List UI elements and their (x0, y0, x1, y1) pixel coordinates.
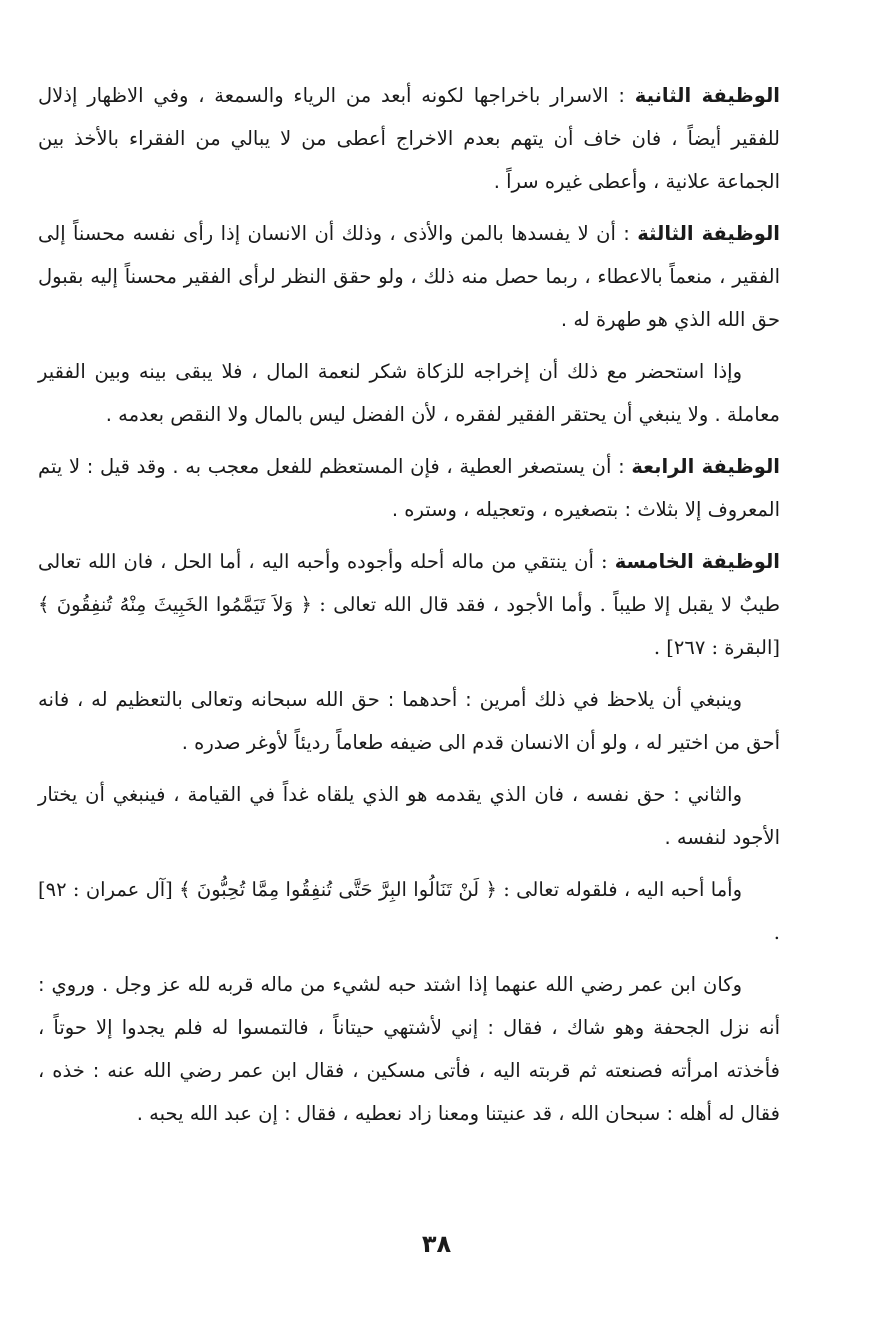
paragraph-heading: الوظيفة الخامسة (614, 550, 780, 573)
page-number: ٣٨ (421, 1230, 452, 1258)
paragraph-fourth-duty (38, 445, 780, 531)
paragraph-text: وينبغي أن يلاحظ في ذلك أمرين : أحدهما : حق الله سبحانه وتعالى بالتعظيم له ، فانه أحق من اختير له ، ولو أن الانسان قدم الى ضيفه طعاماً رديئاً لأوغر صدره . (38, 688, 780, 754)
paragraph-text: : أن يستصغر العطية ، فإن المستعظم للفعل معجب به . وقد قيل : لا يتم المعروف إلا بثلاث : بتصغيره ، وتعجيله ، وستره . (38, 455, 780, 521)
paragraph-text: : الاسرار باخراجها لكونه أبعد من الرياء والسمعة ، وفي الاظهار إذلال للفقير أيضاً ، فان خاف أن يتهم بعدم الاخراج أعطى من لا يبالي من الفقراء بالأخذ بين الجماعة علانية ، وأعطى غيره سراً . (38, 84, 780, 193)
paragraph-text: وإذا استحضر مع ذلك أن إخراجه للزكاة شكر لنعمة المال ، فلا يبقى بينه وبين الفقير معاملة . ولا ينبغي أن يحتقر الفقير لفقره ، لأن الفضل ليس بالمال ولا النقص بعدمه . (38, 360, 780, 426)
paragraph-text: والثاني : حق نفسه ، فان الذي يقدمه هو الذي يلقاه غداً في القيامة ، فينبغي أن يختار الأجود لنفسه . (38, 783, 780, 849)
paragraph-text: وأما أحبه اليه ، فلقوله تعالى : ﴿ لَنْ تَنَالُوا البِرَّ حَتَّى تُنفِقُوا مِمَّا تُحِبُّونَ ﴾ [آل عمران : ٩٢] . (38, 878, 780, 944)
page-body (38, 74, 780, 1144)
paragraph-fifth-duty (38, 540, 780, 669)
paragraph-most-beloved (38, 868, 780, 954)
paragraph-ibn-umar (38, 963, 780, 1135)
paragraph-second-matter (38, 773, 780, 859)
paragraph-text: وكان ابن عمر رضي الله عنهما إذا اشتد حبه لشيء من ماله قربه لله عز وجل . وروي : أنه نزل الجحفة وهو شاك ، فقال : إني لأشتهي حيتاناً ، فالتمسوا له فلم يجدوا إلا حوتاً ، فأخذته امرأته فصنعته ثم قربته اليه ، فأتى مسكين ، فقال ابن عمر رضي الله عنه : خذه ، فقال له أهله : سبحان الله ، قد عنيتنا ومعنا زاد نعطيه ، فقال : إن عبد الله يحبه . (38, 973, 780, 1125)
paragraph-heading: الوظيفة الثانية (634, 84, 780, 107)
paragraph-two-matters (38, 678, 780, 764)
paragraph-second-duty (38, 74, 780, 203)
paragraph-text: : أن ينتقي من ماله أحله وأجوده وأحبه اليه ، أما الحل ، فان الله تعالى طيبٌ لا يقبل إلا طيباً . وأما الأجود ، فقد قال الله تعالى : ﴿ وَلاَ تَيَمَّمُوا الخَبِيثَ مِنْهُ تُنفِقُونَ ﴾ [البقرة : ٢٦٧] . (38, 550, 780, 659)
paragraph-text: : أن لا يفسدها بالمن والأذى ، وذلك أن الانسان إذا رأى نفسه محسناً إلى الفقير ، منعماً بالاعطاء ، ربما حصل منه ذلك ، ولو حقق النظر لرأى الفقير محسناً إليه بقبول حق الله الذي هو طهرة له . (38, 222, 780, 331)
paragraph-third-duty (38, 212, 780, 341)
paragraph-heading: الوظيفة الثالثة (637, 222, 780, 245)
paragraph-heading: الوظيفة الرابعة (631, 455, 780, 478)
paragraph-gratitude (38, 350, 780, 436)
